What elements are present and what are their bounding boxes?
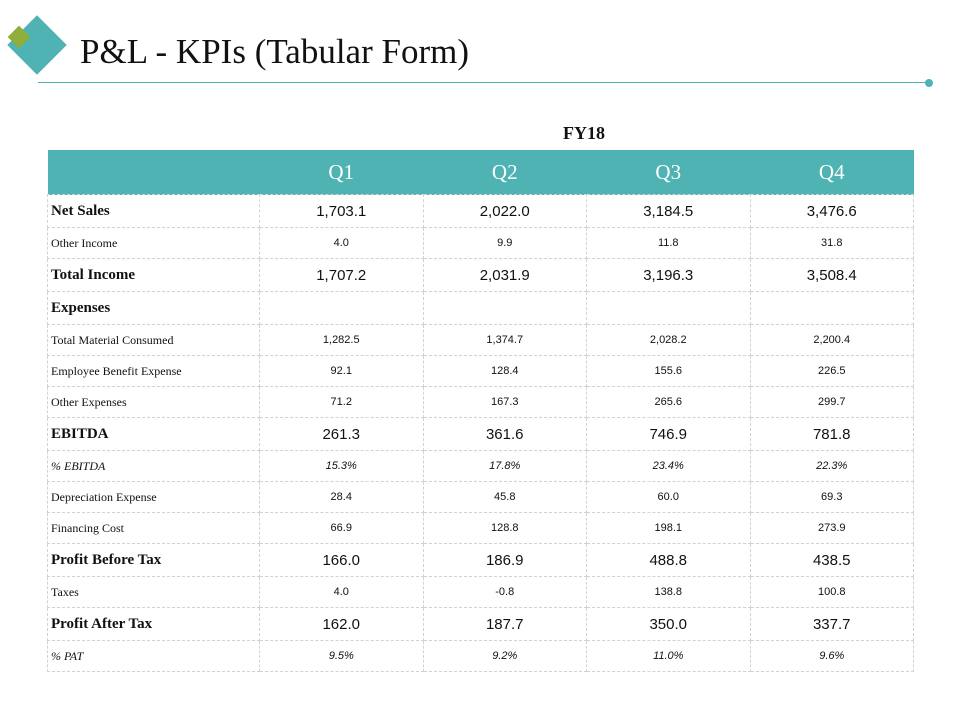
row-label: Total Income <box>48 259 260 292</box>
value-cell-q1: 28.4 <box>260 482 424 513</box>
value-cell-q2: 9.9 <box>423 228 587 259</box>
row-label: Profit Before Tax <box>48 544 260 577</box>
table-row <box>48 387 914 418</box>
value-cell-q2: 128.8 <box>423 513 587 544</box>
value-cell-q4: 22.3% <box>750 451 914 482</box>
table-row <box>48 228 914 259</box>
value-cell-q3: 198.1 <box>587 513 751 544</box>
value-cell-q2: 167.3 <box>423 387 587 418</box>
table-row <box>48 418 914 451</box>
row-label: EBITDA <box>48 418 260 451</box>
value-cell-q3: 488.8 <box>587 544 751 577</box>
fiscal-year-label: FY18 <box>563 123 605 143</box>
row-label: Other Expenses <box>48 387 260 418</box>
value-cell-q3: 2,028.2 <box>587 325 751 356</box>
header-cell-q2: Q2 <box>423 150 587 195</box>
value-cell-q1: 261.3 <box>260 418 424 451</box>
value-cell-q3: 60.0 <box>587 482 751 513</box>
value-cell-q3: 3,184.5 <box>587 195 751 228</box>
row-label: Depreciation Expense <box>48 482 260 513</box>
value-cell-q2: 2,022.0 <box>423 195 587 228</box>
value-cell-q1: 4.0 <box>260 228 424 259</box>
value-cell-q1: 15.3% <box>260 451 424 482</box>
table-row <box>48 356 914 387</box>
value-cell-q3: 11.0% <box>587 641 751 672</box>
value-cell-q2: 9.2% <box>423 641 587 672</box>
table-row <box>48 451 914 482</box>
title-underline-dot <box>925 79 933 87</box>
value-cell-q1: 1,707.2 <box>260 259 424 292</box>
table-row <box>48 608 914 641</box>
pnl-kpi-table <box>47 150 914 672</box>
value-cell-q2: 361.6 <box>423 418 587 451</box>
value-cell-q3: 23.4% <box>587 451 751 482</box>
row-label: Expenses <box>48 292 260 325</box>
table-row <box>48 195 914 228</box>
header-cell-label <box>48 150 260 195</box>
row-label: Other Income <box>48 228 260 259</box>
value-cell-q1: 66.9 <box>260 513 424 544</box>
table-row <box>48 482 914 513</box>
value-cell-q3: 155.6 <box>587 356 751 387</box>
slide-title: P&L - KPIs (Tabular Form) <box>80 32 469 71</box>
value-cell-q2: 186.9 <box>423 544 587 577</box>
row-label: Financing Cost <box>48 513 260 544</box>
value-cell-q3: 350.0 <box>587 608 751 641</box>
value-cell-q4: 337.7 <box>750 608 914 641</box>
value-cell-q4: 299.7 <box>750 387 914 418</box>
row-label: % PAT <box>48 641 260 672</box>
table-header-row <box>48 150 914 195</box>
value-cell-q4: 31.8 <box>750 228 914 259</box>
header-cell-q3: Q3 <box>587 150 751 195</box>
table-row <box>48 259 914 292</box>
value-cell-q1: 4.0 <box>260 577 424 608</box>
table-row <box>48 577 914 608</box>
value-cell-q1: 9.5% <box>260 641 424 672</box>
value-cell-q4: 3,508.4 <box>750 259 914 292</box>
value-cell-q2 <box>423 292 587 325</box>
header-cell-q4: Q4 <box>750 150 914 195</box>
row-label: Total Material Consumed <box>48 325 260 356</box>
value-cell-q2: 1,374.7 <box>423 325 587 356</box>
value-cell-q4: 2,200.4 <box>750 325 914 356</box>
value-cell-q2: 2,031.9 <box>423 259 587 292</box>
row-label: Net Sales <box>48 195 260 228</box>
table-row <box>48 513 914 544</box>
value-cell-q1: 1,703.1 <box>260 195 424 228</box>
value-cell-q3: 3,196.3 <box>587 259 751 292</box>
value-cell-q2: 128.4 <box>423 356 587 387</box>
value-cell-q4 <box>750 292 914 325</box>
value-cell-q3: 11.8 <box>587 228 751 259</box>
value-cell-q3: 265.6 <box>587 387 751 418</box>
value-cell-q4: 438.5 <box>750 544 914 577</box>
table-row <box>48 544 914 577</box>
value-cell-q4: 781.8 <box>750 418 914 451</box>
value-cell-q4: 3,476.6 <box>750 195 914 228</box>
header-cell-q1: Q1 <box>260 150 424 195</box>
value-cell-q4: 100.8 <box>750 577 914 608</box>
value-cell-q2: 187.7 <box>423 608 587 641</box>
value-cell-q1: 166.0 <box>260 544 424 577</box>
value-cell-q4: 226.5 <box>750 356 914 387</box>
table-row <box>48 325 914 356</box>
value-cell-q4: 273.9 <box>750 513 914 544</box>
value-cell-q1 <box>260 292 424 325</box>
value-cell-q2: -0.8 <box>423 577 587 608</box>
row-label: Taxes <box>48 577 260 608</box>
value-cell-q3: 138.8 <box>587 577 751 608</box>
value-cell-q4: 9.6% <box>750 641 914 672</box>
value-cell-q1: 71.2 <box>260 387 424 418</box>
row-label: % EBITDA <box>48 451 260 482</box>
value-cell-q1: 92.1 <box>260 356 424 387</box>
value-cell-q2: 17.8% <box>423 451 587 482</box>
value-cell-q3: 746.9 <box>587 418 751 451</box>
row-label: Employee Benefit Expense <box>48 356 260 387</box>
row-label: Profit After Tax <box>48 608 260 641</box>
value-cell-q3 <box>587 292 751 325</box>
table-row <box>48 292 914 325</box>
title-underline <box>38 82 928 83</box>
value-cell-q1: 1,282.5 <box>260 325 424 356</box>
value-cell-q1: 162.0 <box>260 608 424 641</box>
table-row <box>48 641 914 672</box>
value-cell-q4: 69.3 <box>750 482 914 513</box>
value-cell-q2: 45.8 <box>423 482 587 513</box>
